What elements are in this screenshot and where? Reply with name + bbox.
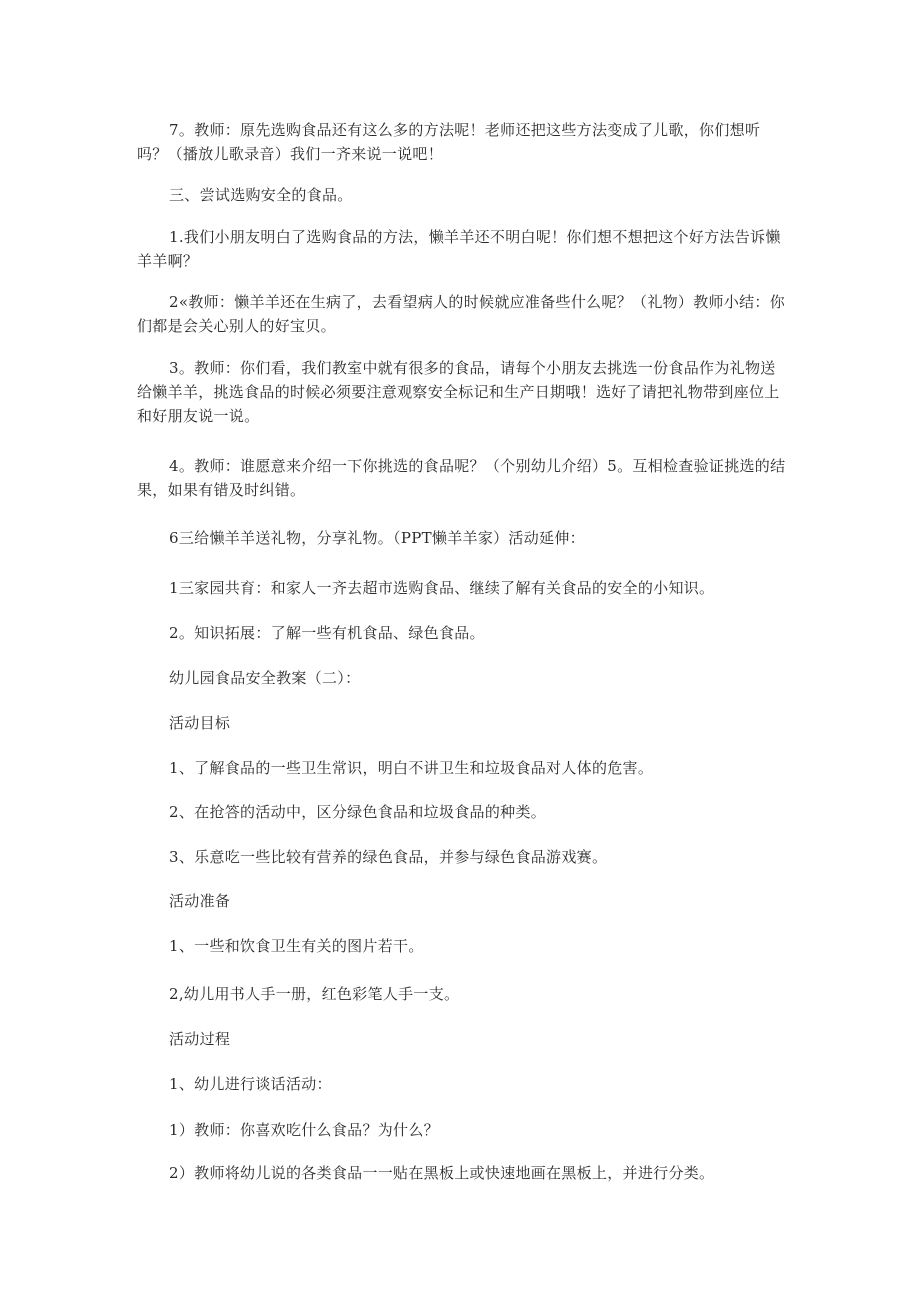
- section-heading-3: 三、尝试选购安全的食品。: [169, 186, 353, 204]
- extension-item-1: 1三家园共育：和家人一齐去超市选购食品、继续了解有关食品的安全的小知识。: [169, 579, 715, 597]
- paragraph-item-1: 1.我们小朋友明白了选购食品的方法，懒羊羊还不明白呢！你们想不想把这个好方法告诉懒羊羊啊？: [137, 228, 781, 270]
- process-subitem-2: 2）教师将幼儿说的各类食品一一贴在黑板上或快速地画在黑板上，并进行分类。: [169, 1164, 715, 1182]
- process-subitem-1: 1）教师：你喜欢吃什么食品？为什么？: [169, 1121, 439, 1139]
- paragraph-item-4: 4。教师：谁愿意来介绍一下你挑选的食品呢？（个别幼儿介绍）5。互相检查验证挑选的结果，如果有错及时纠错。: [137, 457, 786, 499]
- heading-activity-prep: 活动准备: [169, 892, 231, 910]
- heading-activity-process: 活动过程: [169, 1030, 231, 1048]
- prep-item-2: 2,幼儿用书人手一册，红色彩笔人手一支。: [169, 985, 460, 1003]
- goal-item-1: 1、了解食品的一些卫生常识，明白不讲卫生和垃圾食品对人体的危害。: [169, 759, 654, 777]
- extension-item-2: 2。知识拓展：了解一些有机食品、绿色食品。: [169, 624, 485, 642]
- paragraph-item-3: 3。教师：你们看，我们教室中就有很多的食品，请每个小朋友去挑选一份食品作为礼物送给懒羊羊，挑选食品的时候必须要注意观察安全标记和生产日期哦！选好了请把礼物带到座位上和好朋友说一说。: [137, 359, 780, 425]
- goal-item-2: 2、在抢答的活动中，区分绿色食品和垃圾食品的种类。: [169, 803, 547, 821]
- paragraph-item-6: 6三给懒羊羊送礼物，分享礼物。（PPT懒羊羊家）活动延伸：: [169, 529, 585, 547]
- paragraph-step-7: 7。教师：原先选购食品还有这么多的方法呢！老师还把这些方法变成了儿歌，你们想听吗？（播放儿歌录音）我们一齐来说一说吧！: [137, 121, 761, 163]
- lesson-plan-2-title: 幼儿园食品安全教案（二）：: [169, 669, 361, 687]
- heading-activity-goals: 活动目标: [169, 714, 231, 732]
- prep-item-1: 1、一些和饮食卫生有关的图片若干。: [169, 937, 424, 955]
- goal-item-3: 3、乐意吃一些比较有营养的绿色食品，并参与绿色食品游戏赛。: [169, 848, 608, 866]
- process-item-1: 1、幼儿进行谈话活动：: [169, 1075, 332, 1093]
- paragraph-item-2: 2«教师：懒羊羊还在生病了，去看望病人的时候就应准备些什么呢？（礼物）教师小结：你们都是会关心别人的好宝贝。: [137, 293, 786, 335]
